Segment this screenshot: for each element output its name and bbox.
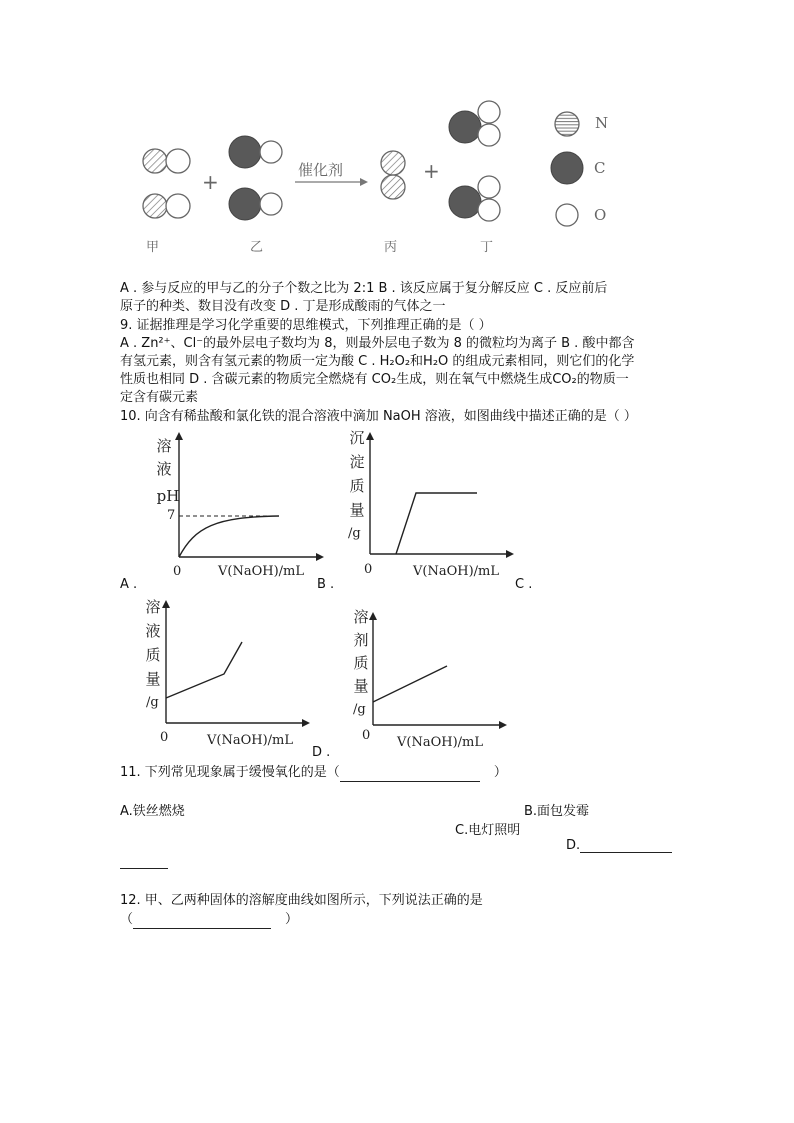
graph-c-ylabel-1: 溶 (145, 598, 161, 616)
q11-stem (120, 763, 507, 782)
graph-d-y-arrow (369, 612, 377, 620)
graph-d-ylabel-3: 质 (353, 654, 369, 672)
q9-line4: 定含有碳元素 (120, 390, 199, 405)
graph-c-ylabel-2: 液 (145, 622, 161, 640)
graph-c-unit: /g (146, 695, 159, 710)
legend-o: O (594, 206, 607, 224)
q10-stem: 10. 向含有稀盐酸和氯化铁的混合溶液中滴加 NaOH 溶液，如图曲线中描述正确的是（ ） (120, 409, 637, 424)
graph-b-curve (396, 493, 477, 554)
q11-option-a[interactable]: A.铁丝燃烧 (120, 804, 185, 819)
plus-sign-2: + (423, 159, 440, 183)
q9-line2: 有氢元素，则含有氢元素的物质一定为酸 C . H₂O₂和H₂O 的组成元素相同，则它们的化学 (120, 354, 635, 369)
q9-line1: A . Zn²⁺、Cl⁻的最外层电子数均为 8，则最外层电子数为 8 的微粒均为离子 B . 酸中都含 (120, 336, 635, 351)
graph-b-x-arrow (506, 550, 514, 558)
q12-stem: 12. 甲、乙两种固体的溶解度曲线如图所示，下列说法正确的是 (120, 893, 483, 908)
q10-option-d[interactable]: D . (312, 745, 331, 760)
graph-c-y-arrow (162, 600, 170, 608)
graph-c-ylabel-4: 量 (145, 670, 161, 688)
molecule-bing (381, 151, 405, 199)
graph-b-unit: /g (348, 526, 361, 541)
graph-d-origin: 0 (362, 728, 371, 743)
graph-c-ylabel-3: 质 (145, 646, 161, 664)
arrow-head (360, 178, 368, 186)
atom-legend (551, 112, 583, 226)
q9-stem: 9. 证据推理是学习化学重要的思维模式，下列推理正确的是（ ） (120, 318, 492, 333)
graph-b-plot (366, 432, 516, 560)
label-yi: 乙 (250, 240, 264, 255)
graph-d-x-arrow (499, 721, 507, 729)
graph-b-xlabel: V(NaOH)/mL (413, 564, 499, 579)
q10-option-a[interactable]: A . (120, 577, 138, 592)
catalyst-label: 催化剂 (298, 161, 344, 179)
q9-line3: 性质也相同 D . 含碳元素的物质完全燃烧有 CO₂生成，则在氧气中燃烧生成CO₂的物质一 (120, 372, 629, 387)
graph-c-xlabel: V(NaOH)/mL (207, 733, 293, 748)
label-jia: 甲 (146, 240, 160, 255)
graph-b-origin: 0 (364, 562, 373, 577)
q12-close-paren: ） (285, 912, 299, 927)
q11-close-paren: ） (493, 765, 507, 780)
graph-c-origin: 0 (160, 730, 169, 745)
graph-b-ylabel-4: 量 (349, 501, 365, 519)
graph-d-ylabel-1: 溶 (353, 608, 369, 626)
legend-n: N (595, 114, 609, 132)
plus-sign-1: + (202, 170, 219, 194)
graph-c-x-arrow (302, 719, 310, 727)
graph-d-ylabel-2: 剂 (353, 631, 369, 649)
label-ding: 丁 (480, 240, 494, 255)
graph-a-plot (175, 432, 325, 562)
graph-d-plot (369, 612, 509, 730)
legend-c: C (594, 159, 606, 177)
molecule-yi (229, 136, 282, 220)
q8-options-line1: A . 参与反应的甲与乙的分子个数之比为 2:1 B . 该反应属于复分解反应 C . 反应前后 (120, 281, 608, 296)
q11-option-c[interactable]: C.电灯照明 (455, 823, 521, 838)
q12-open-paren: （ (120, 912, 134, 927)
graph-a-curve (179, 516, 279, 557)
q12-answer-line (120, 910, 298, 929)
graph-b-ylabel-2: 淀 (349, 453, 365, 471)
q11-option-d[interactable] (566, 838, 672, 853)
q11-option-d-label: D. (566, 838, 581, 853)
graph-a-origin: 0 (173, 564, 182, 579)
graph-a-xlabel: V(NaOH)/mL (218, 564, 304, 579)
q11-option-b[interactable]: B.面包发霉 (524, 804, 590, 819)
q12-answer-blank[interactable] (133, 914, 271, 929)
graph-d-curve (373, 666, 447, 702)
graph-a-y-arrow (175, 432, 183, 440)
graph-c-curve (166, 642, 242, 698)
graph-b-y-arrow (366, 432, 374, 440)
q11-answer-blank[interactable] (340, 767, 480, 782)
molecule-jia (143, 149, 190, 218)
graph-c-plot (162, 600, 312, 728)
graph-d-xlabel: V(NaOH)/mL (397, 735, 483, 750)
graph-a-ylabel-3: pH (156, 487, 180, 505)
graph-b-ylabel-1: 沉 (349, 429, 365, 447)
q10-option-c[interactable]: C . (515, 577, 533, 592)
graph-d-unit: /g (353, 702, 366, 717)
q10-option-b[interactable]: B . (317, 577, 335, 592)
graph-a-ylabel-2: 液 (156, 460, 172, 478)
molecule-ding (449, 101, 500, 221)
graph-d-ylabel-4: 量 (353, 677, 369, 695)
q8-options-line2: 原子的种类、数目没有改变 D . 丁是形成酸雨的气体之一 (120, 299, 446, 314)
graph-b-ylabel-3: 质 (349, 477, 365, 495)
q11-option-d-blank[interactable] (580, 838, 672, 853)
label-bing: 丙 (384, 240, 398, 255)
graph-a-x-arrow (316, 553, 324, 561)
q11-blank-continuation (120, 868, 168, 869)
graph-a-tick-7: 7 (167, 508, 176, 523)
q11-stem-text: 11. 下列常见现象属于缓慢氧化的是（ (120, 765, 340, 780)
graph-a-ylabel-1: 溶 (156, 437, 172, 455)
